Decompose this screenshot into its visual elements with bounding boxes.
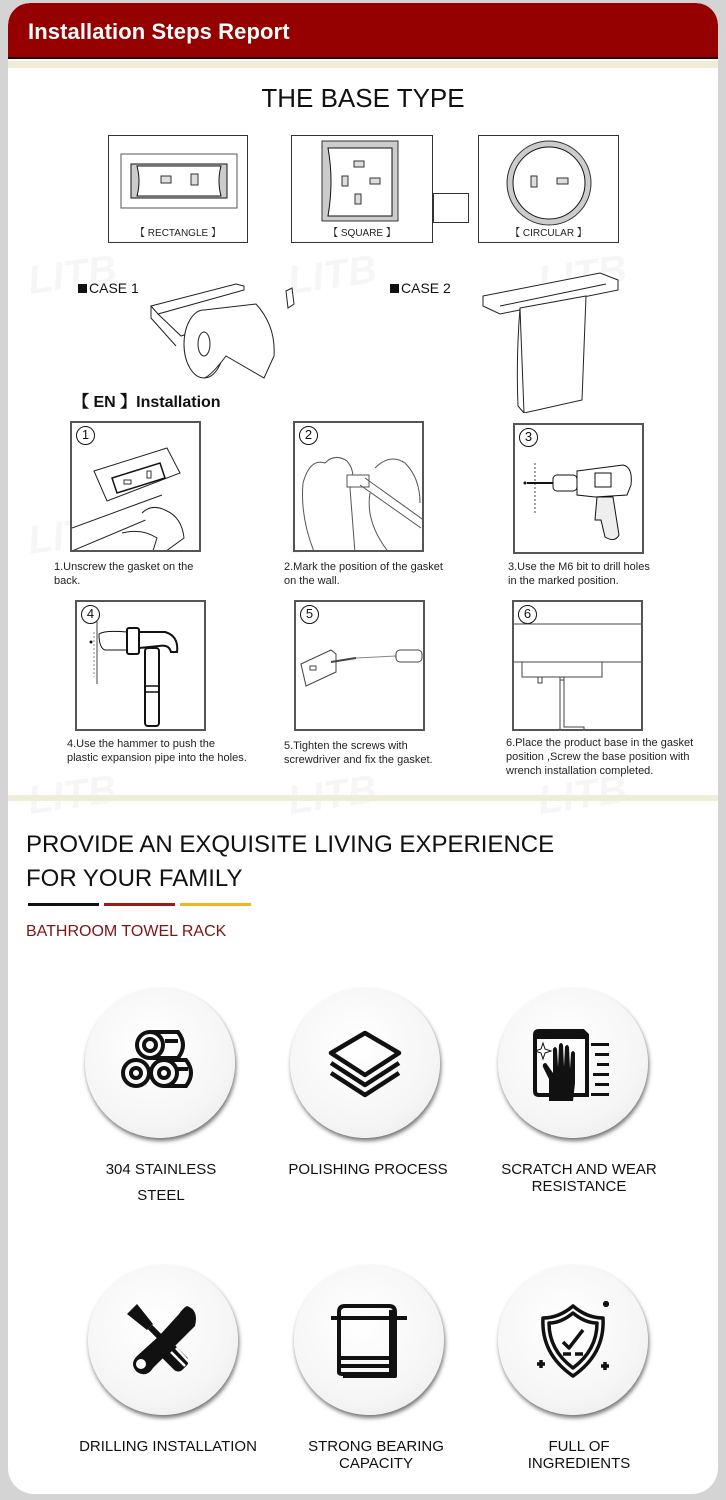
feature-label: POLISHING PROCESS: [288, 1161, 448, 1178]
screwdriver-icon: [296, 602, 425, 731]
accent-bar-black: [28, 903, 99, 906]
wrench-install-icon: [514, 602, 643, 731]
feature-drilling-installation: [88, 1265, 238, 1415]
hand-wipe-icon: [533, 1023, 613, 1103]
step-5-illustration: [294, 600, 425, 731]
feature-label: DRILLING INSTALLATION: [79, 1438, 257, 1455]
layers-icon: [325, 1023, 405, 1103]
feature-label: SCRATCH AND WEAR RESISTANCE: [501, 1161, 657, 1195]
toilet-paper-holder-illustration: [146, 276, 296, 386]
bullet-square-icon: [390, 284, 399, 293]
step-1-caption: 1.Unscrew the gasket on the back.: [54, 561, 194, 587]
case-2-label: CASE 2: [390, 280, 451, 296]
step-2-caption: 2.Mark the position of the gasket on the wall.: [284, 561, 443, 587]
step-3-illustration: [513, 423, 644, 554]
shield-check-icon: [533, 1300, 613, 1380]
step-number: 6: [518, 605, 537, 624]
page-title: Installation Steps Report: [28, 19, 290, 44]
wrench-screwdriver-icon: [123, 1300, 203, 1380]
hero-title: PROVIDE AN EXQUISITE LIVING EXPERIENCE FOR YOUR FAMILY: [26, 831, 555, 892]
step-2-illustration: [293, 421, 424, 552]
feature-polishing: [290, 988, 440, 1138]
base-rectangle: [108, 135, 248, 243]
base-label: 【 CIRCULAR 】: [510, 228, 587, 239]
step-6-illustration: [512, 600, 643, 731]
bullet-square-icon: [78, 284, 87, 293]
step-4-caption: 4.Use the hammer to push the plastic expansion pipe into the holes.: [67, 738, 247, 764]
base-label: 【 RECTANGLE 】: [135, 228, 221, 239]
product-page: [8, 3, 718, 1494]
rectangle-base-icon: [109, 136, 247, 221]
step-5-caption: 5.Tighten the screws with screwdriver and fix the gasket.: [284, 740, 433, 766]
circular-base-icon: [479, 136, 619, 231]
section-divider-band: [8, 795, 718, 801]
header-banner: [8, 3, 718, 59]
drill-icon: [515, 425, 644, 554]
connector-block: [433, 193, 469, 223]
square-base-icon: [292, 136, 432, 226]
accent-bar-red: [104, 903, 175, 906]
towel-icon: [329, 1300, 409, 1380]
feature-label: FULL OF INGREDIENTS: [527, 1438, 631, 1472]
steel-logs-icon: [120, 1023, 200, 1103]
product-subtitle: BATHROOM TOWEL RACK: [26, 923, 227, 940]
step-1-illustration: [70, 421, 201, 552]
mark-position-icon: [295, 423, 424, 552]
step-number: 2: [299, 426, 318, 445]
step-number: 3: [519, 428, 538, 447]
step-number: 1: [76, 426, 95, 445]
feature-scratch-resistance: [498, 988, 648, 1138]
base-label: 【 SQUARE 】: [328, 228, 396, 239]
step-number: 5: [300, 605, 319, 624]
feature-label: STRONG BEARING CAPACITY: [308, 1438, 444, 1472]
step-3-caption: 3.Use the M6 bit to drill holes in the marked position.: [508, 561, 650, 587]
feature-full-ingredients: [498, 1265, 648, 1415]
accent-bar-yellow: [180, 903, 251, 906]
base-circular: [478, 135, 619, 243]
feature-stainless-steel: [85, 988, 235, 1138]
step-4-illustration: [75, 600, 206, 731]
unscrew-gasket-icon: [72, 423, 201, 552]
feature-label: 304 STAINLESS STEEL: [105, 1161, 217, 1204]
feature-bearing-capacity: [294, 1265, 444, 1415]
towel-bar-illustration: [478, 268, 628, 413]
watermark: [285, 247, 379, 304]
base-type-title: THE BASE TYPE: [261, 83, 465, 113]
installation-title: 【 EN 】Installation: [73, 394, 221, 411]
case-1-label: CASE 1: [78, 280, 139, 296]
base-square: [291, 135, 433, 243]
step-6-caption: 6.Place the product base in the gasket position ,Screw the base position with wrench installation completed.: [506, 737, 694, 777]
hammer-icon: [77, 602, 206, 731]
step-number: 4: [81, 605, 100, 624]
header-divider-band: [8, 61, 718, 68]
